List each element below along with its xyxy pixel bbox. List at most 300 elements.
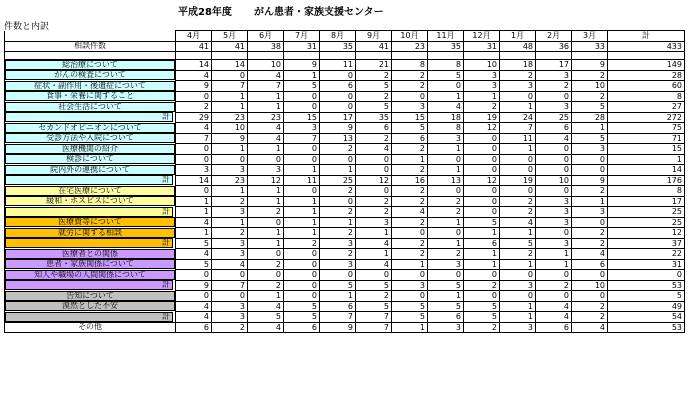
value-cell: 6 [536,123,572,134]
value-cell: 0 [428,186,464,197]
value-cell: 35 [428,41,464,52]
row-label [5,123,176,134]
value-cell: 0 [536,270,572,281]
row-label-text: 計 [5,238,173,248]
column-header: 1月 [500,31,536,42]
value-cell: 2 [356,196,392,207]
value-cell: 35 [356,112,392,123]
row-label [5,81,176,92]
value-cell: 35 [320,41,356,52]
row-label [5,312,176,323]
value-cell: 22 [608,249,685,260]
value-cell: 0 [608,270,685,281]
row-label-text: 計 [5,175,173,185]
value-cell: 0 [392,91,428,102]
value-cell: 0 [536,91,572,102]
value-cell: 11 [284,175,320,186]
value-cell: 71 [608,133,685,144]
value-cell: 1 [248,102,284,113]
value-cell: 0 [248,270,284,281]
value-cell: 1 [212,102,248,113]
row-label-text: 計 [5,280,173,290]
value-cell: 60 [608,81,685,92]
table-row [5,70,685,81]
value-cell: 1 [428,91,464,102]
value-cell: 1 [500,259,536,270]
value-cell: 1 [248,238,284,249]
value-cell: 2 [356,133,392,144]
value-cell: 2 [572,70,608,81]
value-cell: 2 [320,144,356,155]
value-cell: 4 [536,133,572,144]
value-cell: 0 [176,91,212,102]
value-cell: 1 [464,249,500,260]
value-cell: 0 [176,270,212,281]
table-row [5,81,685,92]
value-cell: 2 [572,301,608,312]
row-label-text: その他 [78,322,102,332]
value-cell: 2 [320,228,356,239]
value-cell: 3 [536,207,572,218]
value-cell: 1 [572,123,608,134]
value-cell: 41 [356,41,392,52]
row-label [5,228,176,239]
value-cell: 1 [464,259,500,270]
value-cell: 14 [608,165,685,176]
value-cell: 12 [608,228,685,239]
value-cell: 0 [464,196,500,207]
value-cell: 17 [536,60,572,71]
value-cell: 1 [428,217,464,228]
subtotal-row [5,112,685,123]
value-cell: 7 [176,133,212,144]
value-cell: 6 [572,259,608,270]
value-cell: 3 [212,249,248,260]
value-cell: 0 [500,186,536,197]
value-cell: 2 [392,81,428,92]
row-label [5,259,176,270]
value-cell: 5 [176,259,212,270]
value-cell: 1 [176,207,212,218]
value-cell: 3 [392,102,428,113]
value-cell: 6 [428,312,464,323]
row-label-text: 計 [5,112,173,122]
value-cell: 6 [356,123,392,134]
subtitle: 件数と内訳 [4,22,50,32]
value-cell: 6 [176,322,212,333]
value-cell: 3 [572,207,608,218]
value-cell: 53 [608,322,685,333]
value-cell: 3 [536,238,572,249]
value-cell: 2 [248,207,284,218]
value-cell: 49 [608,301,685,312]
value-cell: 0 [464,144,500,155]
value-cell: 1 [428,165,464,176]
value-cell: 6 [536,322,572,333]
value-cell: 2 [248,259,284,270]
value-cell: 0 [536,144,572,155]
value-cell: 272 [608,112,685,123]
value-cell: 1 [428,238,464,249]
value-cell: 4 [248,133,284,144]
value-cell: 7 [284,133,320,144]
value-cell: 14 [212,60,248,71]
value-cell: 0 [536,154,572,165]
table-row [5,60,685,71]
value-cell: 14 [176,175,212,186]
header-label-cell [5,31,176,42]
value-cell: 2 [320,186,356,197]
value-cell: 1 [212,186,248,197]
value-cell: 10 [212,123,248,134]
value-cell: 7 [212,81,248,92]
value-cell: 2 [464,102,500,113]
value-cell: 1 [428,144,464,155]
column-header: 4月 [176,31,212,42]
value-cell: 3 [536,196,572,207]
value-cell: 6 [284,322,320,333]
value-cell [392,52,428,60]
value-cell: 2 [356,91,392,102]
value-cell: 5 [428,70,464,81]
value-cell: 5 [320,280,356,291]
row-label-text: 医療機関の紹介 [5,144,175,154]
value-cell: 41 [212,41,248,52]
value-cell: 3 [500,280,536,291]
value-cell: 0 [356,154,392,165]
value-cell: 2 [320,207,356,218]
row-label [5,249,176,260]
value-cell: 2 [212,322,248,333]
value-cell: 7 [356,312,392,323]
row-label [5,238,176,249]
value-cell: 1 [284,217,320,228]
value-cell: 37 [608,238,685,249]
value-cell: 0 [320,270,356,281]
value-cell: 4 [248,70,284,81]
value-cell: 15 [284,112,320,123]
value-cell: 0 [500,165,536,176]
value-cell: 7 [356,322,392,333]
row-label-text: 知人や職場の人間関係について [5,270,175,280]
value-cell: 0 [284,102,320,113]
column-header: 6月 [248,31,284,42]
value-cell: 2 [176,102,212,113]
value-cell: 0 [464,270,500,281]
value-cell: 4 [176,249,212,260]
row-label [5,144,176,155]
column-header: 2月 [536,31,572,42]
consultation-table [4,30,685,333]
value-cell: 3 [572,144,608,155]
value-cell: 0 [284,259,320,270]
value-cell: 4 [356,144,392,155]
value-cell: 0 [212,154,248,165]
value-cell: 6 [320,301,356,312]
value-cell: 7 [248,81,284,92]
value-cell: 2 [320,249,356,260]
value-cell: 13 [428,175,464,186]
value-cell: 0 [320,154,356,165]
value-cell: 10 [536,175,572,186]
row-label-text: 計 [5,207,173,217]
table-row [5,91,685,102]
value-cell: 3 [176,165,212,176]
value-cell: 5 [392,123,428,134]
value-cell: 9 [572,175,608,186]
value-cell: 4 [176,70,212,81]
value-cell: 3 [320,238,356,249]
value-cell: 4 [176,217,212,228]
value-cell: 0 [284,91,320,102]
value-cell: 0 [320,70,356,81]
value-cell: 10 [572,81,608,92]
row-label [5,291,176,302]
value-cell: 5 [428,280,464,291]
value-cell: 7 [500,123,536,134]
value-cell: 25 [608,207,685,218]
table-row [5,322,685,333]
value-cell: 0 [212,270,248,281]
value-cell: 1 [320,217,356,228]
value-cell: 33 [572,41,608,52]
value-cell: 6 [320,81,356,92]
value-cell: 9 [176,81,212,92]
value-cell: 0 [536,228,572,239]
value-cell: 3 [392,280,428,291]
row-label [5,102,176,113]
value-cell: 1 [284,165,320,176]
value-cell: 3 [428,322,464,333]
value-cell: 17 [320,112,356,123]
value-cell: 0 [284,280,320,291]
value-cell: 2 [392,186,428,197]
value-cell: 2 [392,70,428,81]
value-cell: 10 [464,60,500,71]
value-cell: 5 [572,102,608,113]
value-cell: 1 [284,70,320,81]
row-label [5,186,176,197]
row-label-text: 相談件数 [74,41,106,51]
value-cell: 5 [356,81,392,92]
value-cell: 1 [212,217,248,228]
header-row [5,31,685,42]
value-cell: 9 [284,60,320,71]
value-cell: 0 [284,144,320,155]
value-cell [464,52,500,60]
value-cell: 1 [248,186,284,197]
value-cell: 29 [176,112,212,123]
value-cell: 0 [500,91,536,102]
value-cell: 2 [356,70,392,81]
row-label-text: 在宅医療について [5,186,175,196]
value-cell: 4 [176,312,212,323]
value-cell: 10 [248,60,284,71]
value-cell: 8 [608,186,685,197]
value-cell: 5 [392,312,428,323]
value-cell: 0 [392,228,428,239]
value-cell: 4 [176,301,212,312]
value-cell: 2 [356,207,392,218]
row-label-text: 告知について [5,291,175,301]
row-label-text: 社会生活について [5,102,175,112]
row-label-text: 漠然とした不安 [5,301,175,311]
value-cell: 1 [392,154,428,165]
row-label [5,60,176,71]
value-cell: 0 [212,291,248,302]
value-cell [320,52,356,60]
value-cell: 0 [248,154,284,165]
row-label-text: 検診について [5,154,175,164]
value-cell: 3 [248,165,284,176]
value-cell: 1 [500,301,536,312]
value-cell: 19 [500,175,536,186]
table-row [5,123,685,134]
value-cell: 2 [392,238,428,249]
column-header: 5月 [212,31,248,42]
value-cell: 3 [536,217,572,228]
value-cell: 1 [356,249,392,260]
value-cell: 4 [248,123,284,134]
value-cell: 1 [212,91,248,102]
value-cell: 8 [392,60,428,71]
value-cell: 48 [500,41,536,52]
value-cell: 0 [464,165,500,176]
value-cell: 3 [212,312,248,323]
value-cell: 3 [536,102,572,113]
value-cell: 36 [536,41,572,52]
value-cell: 1 [356,228,392,239]
value-cell: 176 [608,175,685,186]
value-cell: 2 [572,312,608,323]
value-cell: 3 [356,217,392,228]
value-cell: 5 [464,301,500,312]
value-cell: 25 [320,175,356,186]
value-cell: 5 [428,301,464,312]
value-cell: 0 [500,270,536,281]
value-cell: 3 [212,207,248,218]
subtotal-row [5,238,685,249]
value-cell: 25 [536,112,572,123]
value-cell: 1 [464,91,500,102]
value-cell: 24 [500,112,536,123]
value-cell: 25 [608,217,685,228]
value-cell: 0 [176,144,212,155]
value-cell: 3 [500,81,536,92]
value-cell: 4 [212,259,248,270]
row-label-text: 症状・副作用・後遺症について [5,81,175,91]
value-cell: 0 [248,249,284,260]
value-cell: 5 [356,301,392,312]
row-label-text: がんの検査について [5,70,175,80]
value-cell: 31 [608,259,685,270]
value-cell: 2 [392,217,428,228]
value-cell: 0 [392,270,428,281]
value-cell: 23 [212,175,248,186]
row-label [5,165,176,176]
value-cell: 0 [320,196,356,207]
row-label [5,270,176,281]
value-cell: 0 [536,291,572,302]
column-header: 9月 [356,31,392,42]
value-cell: 3 [428,259,464,270]
row-label [5,301,176,312]
value-cell: 1 [536,259,572,270]
value-cell: 9 [176,280,212,291]
row-label-text: 計 [5,312,173,322]
value-cell: 5 [356,280,392,291]
value-cell: 2 [572,186,608,197]
row-label-text: 受診方法や入院について [5,133,175,143]
value-cell: 41 [176,41,212,52]
table-row [5,133,685,144]
value-cell: 12 [356,175,392,186]
value-cell: 2 [572,91,608,102]
value-cell: 2 [212,228,248,239]
value-cell: 1 [320,291,356,302]
value-cell: 1 [176,228,212,239]
value-cell: 3 [500,322,536,333]
value-cell: 0 [284,249,320,260]
center-name: がん患者・家族支援センター [254,7,384,18]
value-cell: 1 [248,144,284,155]
value-cell: 5 [284,312,320,323]
value-cell: 4 [392,207,428,218]
value-cell: 12 [464,175,500,186]
value-cell: 5 [572,133,608,144]
value-cell: 0 [572,154,608,165]
value-cell: 6 [464,238,500,249]
row-label [5,41,176,52]
value-cell: 9 [320,322,356,333]
value-cell: 5 [464,312,500,323]
value-cell: 18 [428,112,464,123]
value-cell [536,52,572,60]
column-header: 7月 [284,31,320,42]
value-cell: 9 [212,133,248,144]
row-label [5,133,176,144]
row-label [5,217,176,228]
value-cell: 31 [464,41,500,52]
column-header: 8月 [320,31,356,42]
value-cell: 433 [608,41,685,52]
value-cell: 5 [392,301,428,312]
value-cell: 2 [392,196,428,207]
column-header: 3月 [572,31,608,42]
value-cell: 7 [320,312,356,323]
value-cell: 5 [248,312,284,323]
value-cell: 2 [392,144,428,155]
value-cell: 1 [464,228,500,239]
value-cell: 0 [428,270,464,281]
value-cell: 0 [464,291,500,302]
value-cell: 0 [320,91,356,102]
value-cell: 2 [500,207,536,218]
value-cell: 2 [392,165,428,176]
table-row [5,186,685,197]
value-cell: 17 [608,196,685,207]
value-cell: 1 [284,207,320,218]
value-cell: 5 [176,238,212,249]
value-cell: 149 [608,60,685,71]
value-cell: 3 [428,133,464,144]
value-cell: 11 [500,133,536,144]
value-cell: 3 [464,70,500,81]
value-cell: 38 [248,41,284,52]
value-cell: 0 [464,207,500,218]
value-cell: 0 [464,133,500,144]
value-cell: 16 [392,175,428,186]
